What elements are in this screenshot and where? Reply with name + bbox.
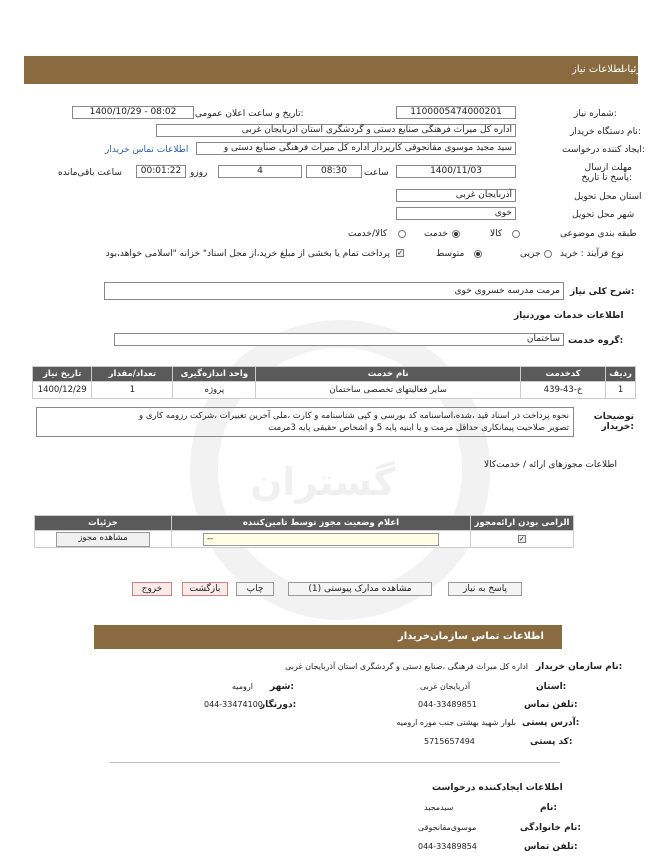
contact-postal-value: 5715657494 [424,737,475,746]
summary-label: شرح کلی نیاز: [570,287,635,297]
watermark-text: گستران [250,460,396,504]
remaining-label: ساعت باقی‌مانده [58,168,122,178]
contact-city-label: شهر: [270,682,294,692]
contact-phone-label: تلفن تماس: [524,700,578,710]
reply-button[interactable]: پاسخ به نیاز [448,582,522,596]
announce-field: 1400/10/29 - 08:02 [72,106,194,119]
print-button[interactable]: چاپ [236,582,274,596]
contact-postal-label: کد پستی: [530,737,573,747]
proc-medium-radio[interactable] [474,250,482,258]
contact-province-label: استان: [536,682,567,692]
creator-family-value: موسوی‌مقانجوقی [418,823,477,832]
province-label: استان محل تحویل [574,192,642,202]
requester-label: ایجاد کننده درخواست: [562,145,645,155]
cat-goods-service-label: کالا/خدمت [348,229,388,239]
city-field: خوی [396,207,516,220]
deadline-date-field: 1400/11/03 [396,165,516,178]
exit-button[interactable]: خروج [132,582,172,596]
contact-org-value: اداره کل میراث فرهنگی ،صنایع دستی و گردشگری استان آذربایجان غربی [285,662,528,671]
cell-unit: پروژه [173,382,256,399]
col-unit: واحد اندازه‌گیری [173,367,256,382]
tab-details[interactable]: جزئيات [618,64,648,75]
view-docs-button[interactable]: مشاهده مدارک پیوستی (1) [288,582,432,596]
col-date: تاریخ نیاز [33,367,92,382]
group-label: گروه خدمت: [568,336,624,346]
col-service-code: کدخدمت [520,367,605,382]
cell-service-name: سایر فعالیتهای تخصصی ساختمان [256,382,520,399]
announce-label: تاریخ و ساعت اعلان عمومی: [195,109,304,119]
cat-goods-service-radio[interactable] [398,230,406,238]
contact-address-label: آدرس پستی: [522,718,580,728]
summary-field: مرمت مدرسه خسروی خوی [104,282,564,300]
col-license-required: الزامی بودن ارائه‌مجوز [470,516,573,531]
cat-service-radio[interactable] [452,230,460,238]
col-row: ردیف [606,367,636,382]
col-license-status: اعلام وضعیت مجوز توسط تامین‌کننده [172,516,471,531]
service-table [32,366,636,399]
days-label: روزو [190,168,208,178]
creator-name-label: نام: [540,803,557,813]
contact-section-header [94,625,562,649]
contact-fax-label: دورنگار: [260,700,297,710]
buyer-org-field: اداره کل میراث فرهنگی صنایع دستی و گردشگری استان اذربایجان غربی [156,124,516,137]
contact-buyer-link[interactable]: اطلاعات تماس خریدار [105,145,189,155]
contact-fax-value: 044-33474100 [204,700,263,709]
deadline-label: مهلت ارسال پاسخ تا تاریخ: [581,163,632,183]
contact-city-value: ارومیه [232,682,253,691]
cell-date: 1400/12/29 [33,382,92,399]
payment-note: پرداخت تمام یا بخشی از مبلغ خرید،از محل اسناد" خزانه "اسلامی خواهد،بود [105,249,390,259]
cell-row: 1 [606,382,636,399]
col-service-name: نام خدمت [256,367,520,382]
proc-medium-label: متوسط [436,249,465,259]
need-number-label: شماره نیاز: [574,109,617,119]
back-button[interactable]: بازگشت [182,582,228,596]
buyer-notes-line1: نحوه پرداخت در اسناد قید ،شده،اساسنامه کد بورسی و کپی شناسنامه و کارت ،ملی آخرین تغییرات ،شرکت رزومه کاری و [139,411,569,421]
col-qty: تعداد/مقدار [92,367,173,382]
contact-title: اطلاعات تماس سازمان‌خریدار [397,631,544,642]
cat-goods-label: کالا [490,229,503,239]
cat-service-label: خدمت [424,229,448,239]
contact-province-value: آذربایجان غربی [420,682,471,691]
divider [110,762,560,763]
deadline-time-field: 08:30 [306,165,362,178]
cat-goods-radio[interactable] [512,230,520,238]
contact-address-value: بلوار شهید بهشتی جنب موزه ارومیه [396,718,516,727]
contact-org-label: نام سازمان خریدار: [536,662,623,672]
license-table [34,515,574,548]
creator-phone-label: تلفن تماس: [524,842,578,852]
creator-phone-value: 044-33489854 [418,842,477,851]
services-title: اطلاعات خدمات موردنیاز [514,311,624,321]
category-label: طبقه بندی موضوعی [560,229,637,239]
creator-name-value: سیدمجید [424,803,454,812]
header-bar [24,56,648,84]
days-field: 4 [218,165,302,178]
proc-partial-radio[interactable] [544,250,552,258]
payment-checkbox[interactable]: ✓ [397,249,403,257]
cell-qty: 1 [92,382,173,399]
city-label: شهر محل تحویل [572,210,635,220]
license-required-checkbox: ✓ [519,535,525,543]
license-title: اطلاعات مجوزهای ارائه / خدمت‌کالا [484,460,618,470]
creator-family-label: نام خانوادگی: [520,823,582,833]
buyer-notes-label: توضیحات خریدار: [593,412,634,432]
tab-need-info[interactable]: اطلاعات نیاز [572,64,624,75]
process-label: نوع فرآیند : خرید [560,249,624,259]
requester-field: سید مجید موسوی مقانجوقی کارپرداز اداره کل میراث فرهنگی صنایع دستی و [196,142,516,155]
creator-title: اطلاعات ایجادکننده درخواست [432,783,563,793]
proc-partial-label: جزیی [520,249,541,259]
buyer-notes-line2: تصویر صلاحیت پیمانکاری حداقل مرمت و یا ابنیه پایه 5 و اشخاص حقیقی پایه 3مرمت [268,423,569,433]
col-details: جزئیات [35,516,172,531]
province-field: آذربایجان غربی [396,189,516,202]
time-label: ساعت [364,168,389,178]
group-field: ساختمان [114,333,564,346]
table-row [35,531,574,548]
view-license-button[interactable]: مشاهده مجوز [56,532,150,547]
buyer-org-label: نام دستگاه خریدار: [570,127,641,137]
table-row [33,382,636,399]
remaining-time-field: 00:01:22 [136,165,186,178]
license-status-field[interactable]: -- [203,533,439,546]
contact-phone-value: 044-33489851 [418,700,477,709]
need-number-field: 1100005474000201 [396,106,516,119]
cell-service-code: خ-43-439 [520,382,605,399]
buyer-notes-box [36,407,574,437]
